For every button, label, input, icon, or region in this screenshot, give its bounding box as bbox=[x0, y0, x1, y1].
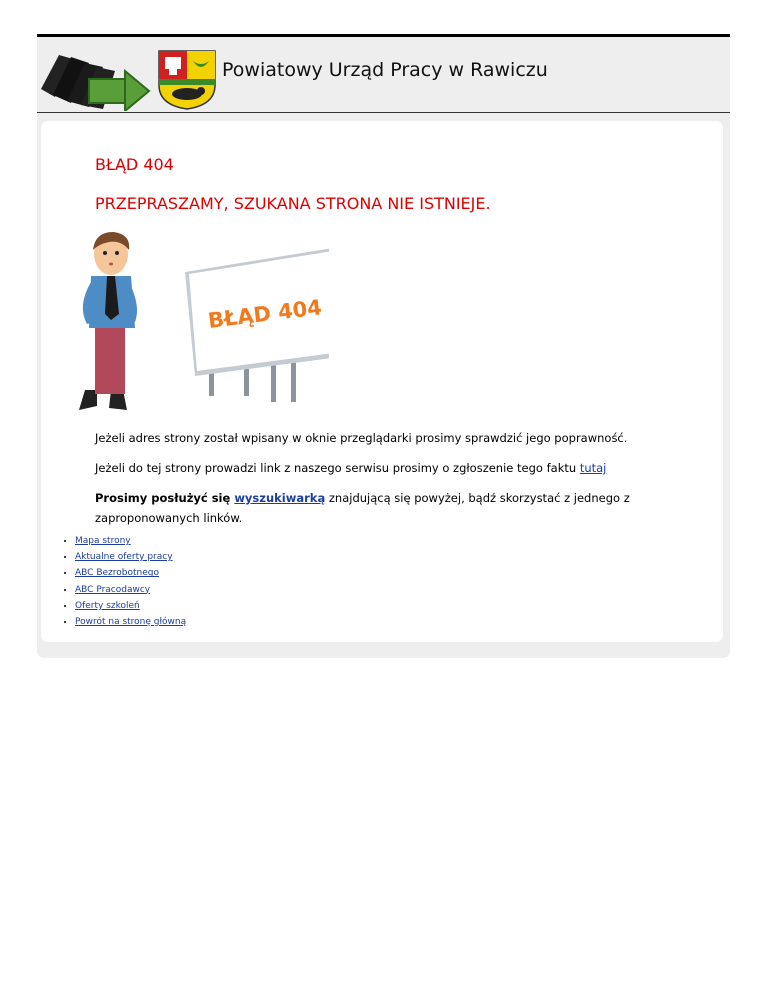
error-message-heading: PRZEPRASZAMY, SZUKANA STRONA NIE ISTNIEJE. bbox=[95, 194, 491, 213]
header-divider bbox=[37, 112, 730, 113]
board-error-text: BŁĄD 404 bbox=[206, 295, 324, 333]
job-offers-link[interactable]: Aktualne oferty pracy bbox=[75, 552, 173, 563]
page-wrapper bbox=[37, 34, 730, 658]
search-hint-bold-text: Prosimy posłużyć się bbox=[95, 491, 235, 505]
list-item bbox=[75, 582, 186, 598]
search-hint-rest: znajdującą się powyżej, bądź skorzystać z jednego z zaproponowanych linków. bbox=[95, 491, 630, 525]
search-hint-bold bbox=[95, 491, 325, 505]
site-header bbox=[37, 37, 730, 113]
sitemap-link[interactable]: Mapa strony bbox=[75, 536, 131, 546]
error-404-illustration bbox=[69, 226, 329, 411]
home-page-link[interactable]: Powrót na stronę główną bbox=[75, 616, 187, 627]
report-here-link[interactable]: tutaj bbox=[579, 461, 607, 475]
list-item bbox=[75, 549, 186, 565]
list-item bbox=[75, 614, 186, 630]
info-paragraph-search bbox=[95, 488, 705, 528]
suggested-links-list bbox=[41, 533, 186, 630]
training-offers-link[interactable]: Oferty szkoleń bbox=[75, 600, 140, 611]
list-item bbox=[75, 598, 186, 614]
unemployed-abc-link[interactable]: ABC Bezrobotnego bbox=[75, 568, 159, 579]
cards-arrow-logo-icon[interactable] bbox=[37, 49, 155, 111]
site-title: Powiatowy Urząd Pracy w Rawiczu bbox=[222, 59, 548, 81]
county-crest-icon bbox=[157, 49, 217, 111]
report-text: Jeżeli do tej strony prowadzi link z naszego serwisu prosimy o zgłoszenie tego faktu bbox=[95, 461, 580, 475]
list-item bbox=[75, 533, 186, 549]
list-item bbox=[75, 565, 186, 581]
search-engine-link[interactable]: wyszukiwarką bbox=[234, 491, 326, 505]
info-paragraph-address: Jeżeli adres strony został wpisany w oknie przeglądarki prosimy sprawdzić jego poprawność. bbox=[95, 431, 628, 445]
error-code-heading: BŁĄD 404 bbox=[95, 155, 174, 174]
employer-abc-link[interactable]: ABC Pracodawcy bbox=[75, 584, 151, 595]
main-content bbox=[41, 121, 723, 642]
info-paragraph-report bbox=[95, 458, 705, 478]
